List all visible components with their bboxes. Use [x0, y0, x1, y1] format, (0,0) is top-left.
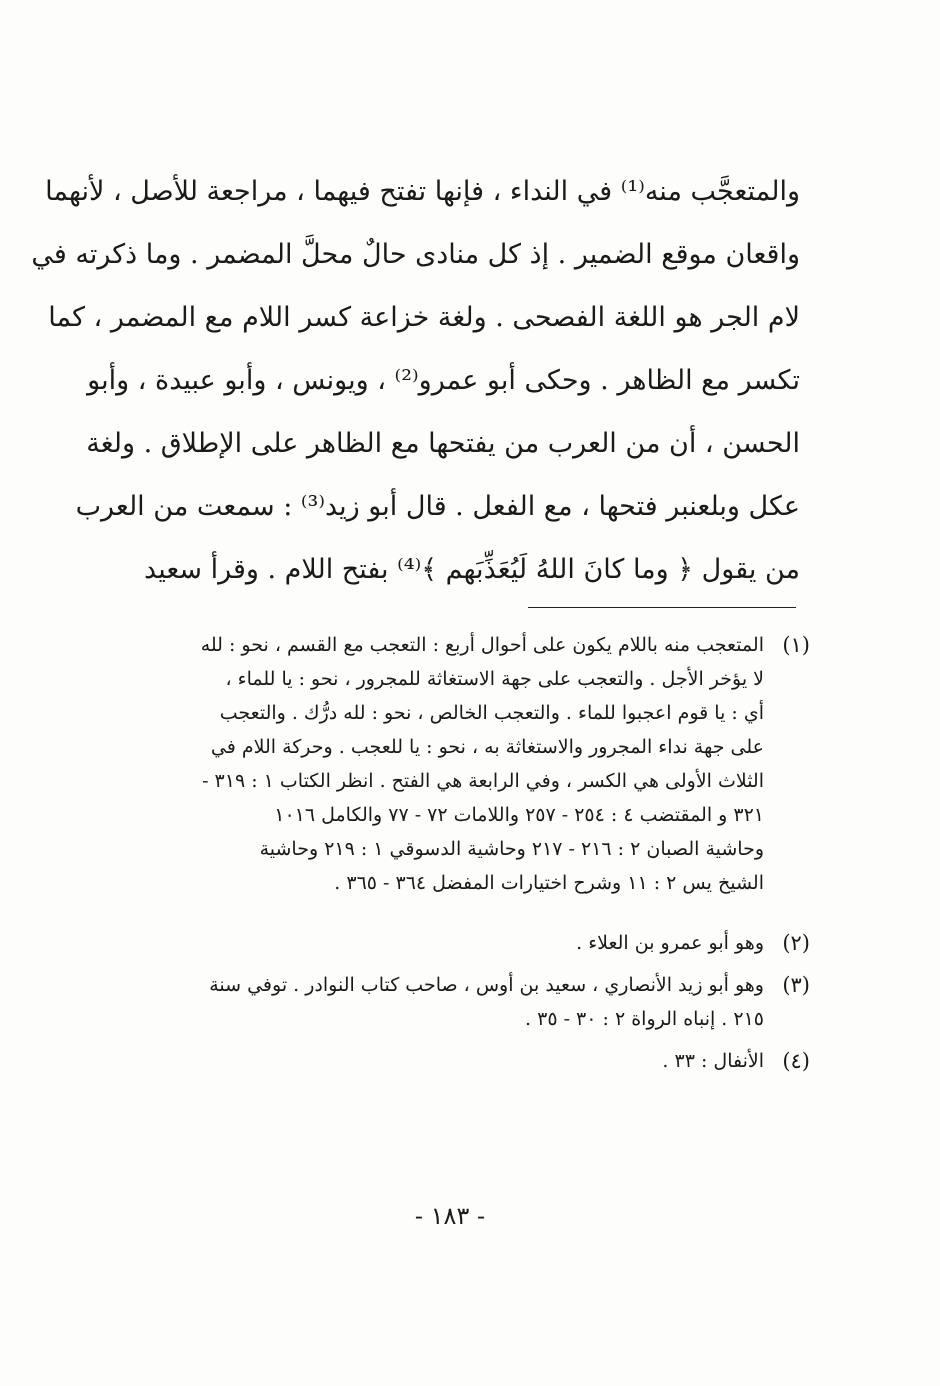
footnote-line: وهو أبو زيد الأنصاري ، سعيد بن أوس ، صاحب كتاب النوادر . توفي سنة	[209, 974, 764, 996]
footnote-line: الثلاث الأولى هي الكسر ، وفي الرابعة هي الفتح . انظر الكتاب ١ : ٣١٩ -	[202, 770, 764, 792]
main-text-line: تكسر مع الظاهر . وحكى أبو عمرو⁽²⁾ ، ويونس ، وأبو عبيدة ، وأبو	[87, 365, 800, 396]
footnote-line: وحاشية الصبان ٢ : ٢١٦ - ٢١٧ وحاشية الدسوقي ١ : ٢١٩ وحاشية	[259, 838, 764, 860]
footnote-divider	[528, 607, 796, 608]
page-number: - ١٨٣ -	[414, 1202, 486, 1230]
footnote-1	[130, 628, 810, 900]
main-text-line: والمتعجَّب منه⁽¹⁾ في النداء ، فإنها تفتح فيهما ، مراجعة للأصل ، لأنهما	[45, 176, 800, 207]
footnote-line: لا يؤخر الأجل . والتعجب على جهة الاستغاثة للمجرور ، نحو : يا للماء ،	[225, 668, 764, 690]
footnotes-block	[130, 628, 810, 1078]
footnote-line: ٢١٥ . إنباه الرواة ٢ : ٣٠ - ٣٥ .	[525, 1008, 764, 1030]
footnote-line: أي : يا قوم اعجبوا للماء . والتعجب الخالص ، نحو : لله درُّك . والتعجب	[219, 702, 764, 724]
main-text-line: واقعان موقع الضمير . إذ كل منادى حالٌ محلَّ المضمر . وما ذكرته في	[31, 239, 800, 270]
footnote-number: (٤)	[782, 1049, 810, 1073]
footnote-line: الشيخ يس ٢ : ١١ وشرح اختيارات المفضل ٣٦٤ - ٣٦٥ .	[334, 872, 764, 894]
footnote-4	[130, 1044, 810, 1078]
main-text-line: لام الجر هو اللغة الفصحى . ولغة خزاعة كسر اللام مع المضمر ، كما	[48, 302, 800, 333]
footnote-body	[130, 1044, 764, 1078]
footnote-line: ٣٢١ و المقتضب ٤ : ٢٥٤ - ٢٥٧ واللامات ٧٢ - ٧٧ والكامل ١٠١٦	[274, 804, 764, 826]
footnote-body	[130, 628, 764, 900]
main-text-line: الحسن ، أن من العرب من يفتحها مع الظاهر على الإطلاق . ولغة	[86, 428, 800, 459]
footnote-line: المتعجب منه باللام يكون على أحوال أربع : التعجب مع القسم ، نحو : لله	[200, 634, 764, 656]
footnote-line: على جهة نداء المجرور والاستغاثة به ، نحو : يا للعجب . وحركة اللام في	[210, 736, 764, 758]
footnote-line: وهو أبو عمرو بن العلاء .	[576, 932, 764, 954]
footnote-2	[130, 926, 810, 960]
footnote-body	[130, 968, 764, 1036]
main-text-block	[31, 160, 800, 601]
main-text-line: من يقول ﴿ وما كانَ اللهُ لَيُعَذِّبَهم ﴾⁽⁴⁾ بفتح اللام . وقرأ سعيد	[144, 554, 800, 585]
footnote-body	[130, 926, 764, 960]
footnote-number: (١)	[782, 633, 810, 657]
footnote-number: (٢)	[782, 931, 810, 955]
footnote-3	[130, 968, 810, 1036]
footnote-line: الأنفال : ٣٣ .	[662, 1050, 764, 1072]
main-text-line: عكل وبلعنبر فتحها ، مع الفعل . قال أبو زيد⁽³⁾ : سمعت من العرب	[75, 491, 800, 522]
footnote-number: (٣)	[782, 973, 810, 997]
